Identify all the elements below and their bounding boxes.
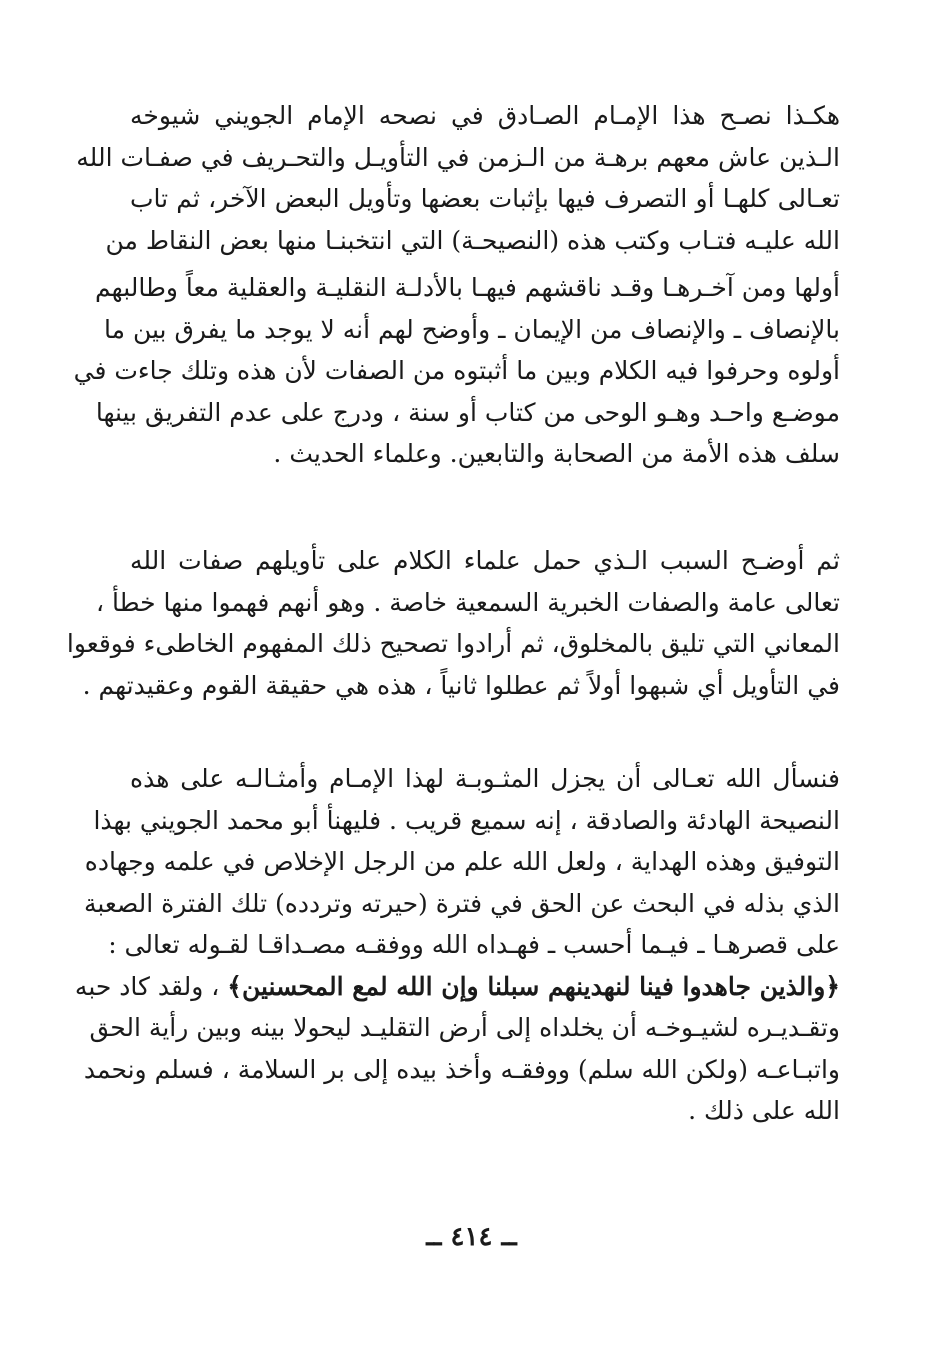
text-segment: ، ولقد كاد حبه	[74, 971, 228, 1001]
text-line: الله عليـه فتـاب وكتب هذه (النصيحـة) التي انتخبنـا منها بعض النقاط من	[105, 225, 840, 255]
text-line: الذي بذله في البحث عن الحق في فترة (حيرته وتردده) تلك الفترة الصعبة	[83, 888, 840, 918]
text-line: ثم أوضـح السبب الـذي حمل علماء الكلام على تأويلهم صفات الله	[130, 546, 840, 575]
text-line: وتقـديـره لشيـوخـه أن يخلداه إلى أرض التقليـد ليحولا بينه وبين رأية الحق	[89, 1013, 840, 1042]
page-number: ــ ٤١٤ ــ	[426, 1222, 517, 1252]
text-line: فنسأل الله تعـالى أن يجزل المثـوبـة لهذا الإمـام وأمثـالـه على هذه	[130, 764, 840, 793]
text-line: سلف هذه الأمة من الصحابة والتابعين. وعلماء الحديث .	[273, 439, 840, 468]
text-line: هكـذا نصـح هذا الإمـام الصـادق في نصحه الإمام الجويني شيوخه	[130, 101, 840, 130]
text-line: المعاني التي تليق بالمخلوق، ثم أرادوا تصحيح ذلك المفهوم الخاطىء فوقعوا	[66, 629, 840, 658]
text-line: في التأويل أي شبهوا أولاً ثم عطلوا ثانياً ، هذه هي حقيقة القوم وعقيدتهم .	[82, 670, 840, 700]
paragraph-1	[73, 95, 840, 475]
text-line: أولها ومن آخـرهـا وقـد ناقشهم فيهـا بالأدلـة النقليـة والعقلية معاً وطالبهم	[95, 273, 840, 302]
text-line: الـذين عاش معهم برهـة من الـزمن في التأويـل والتحـريف في صفـات الله	[76, 142, 840, 172]
text-line: موضـع واحـد وهـو الوحى من كتاب أو سنة ، ودرج على عدم التفريق بينها	[95, 397, 840, 427]
paragraph-3	[74, 758, 840, 1132]
text-line: أولوه وحرفوا فيه الكلام وبين ما أثبتوه من الصفات لأن هذه وتلك جاءت في	[73, 356, 840, 385]
text-line: التوفيق وهذه الهداية ، ولعل الله علم من الرجل الإخلاص في علمه وجهاده	[84, 847, 840, 876]
paragraph-2	[66, 540, 840, 706]
text-line: على قصرهـا ـ فيـما أحسب ـ فهـداه الله ووفقـه مصـداقـا لقـوله تعالى :	[108, 930, 840, 959]
text-line-with-quran	[74, 966, 840, 1008]
text-line: بالإنصاف ـ والإنصاف من الإيمان ـ وأوضح لهم أنه لا يوجد ما يفرق بين ما	[104, 314, 840, 344]
text-line: تعالى عامة والصفات الخبرية السمعية خاصة . وهو أنهم فهموا منها خطأ ،	[95, 587, 840, 617]
quran-verse: ﴿والذين جاهدوا فينا لنهدينهم سبلنا وإن الله لمع المحسنين﴾	[227, 971, 840, 1001]
text-line: الله على ذلك .	[688, 1096, 840, 1125]
text-line: واتبـاعـه (ولكن الله سلم) ووفقـه وأخذ بيده إلى بر السلامة ، فسلم ونحمد	[83, 1054, 840, 1084]
text-line: تعـالى كلهـا أو التصرف فيها بإثبات بعضها وتأويل البعض الآخر، ثم تاب	[130, 184, 840, 213]
text-line: النصيحة الهادئة والصادقة ، إنه سميع قريب . فليهنأ أبو محمد الجويني بهذا	[93, 805, 840, 835]
